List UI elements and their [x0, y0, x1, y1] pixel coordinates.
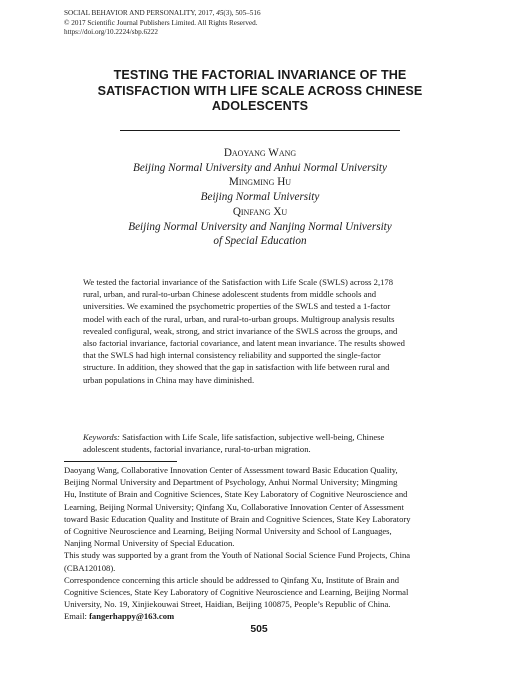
footnote-divider — [64, 461, 177, 462]
author-block — [60, 146, 460, 249]
abstract-line: universities. We examined the psychometric properties of the SWLS and tested a 1-factor — [83, 301, 391, 312]
footnote-line: This study was supported by a grant from the Youth of National Social Science Fund Projects, China — [64, 550, 411, 561]
author-name: Qinfang Xu — [232, 205, 288, 218]
title-line: TESTING THE FACTORIAL INVARIANCE OF THE — [113, 68, 407, 82]
footnote-line: Hu, Institute of Brain and Cognitive Sciences, State Key Laboratory of Cognitive Neuroscience and — [64, 489, 408, 500]
journal-name: SOCIAL BEHAVIOR AND PERSONALITY, 2017, — [64, 9, 217, 17]
article-title — [60, 68, 460, 115]
email-label: Email: — [64, 611, 90, 622]
footnote-line: (CBA120108). — [64, 562, 116, 573]
keywords-line: adolescent students, factorial invariance, rural-to-urban migration. — [83, 444, 311, 455]
author-affiliation: Beijing Normal University and Nanjing Normal University — [128, 220, 392, 233]
keywords-label: Keywords: — [83, 432, 120, 442]
footnote-line: Daoyang Wang, Collaborative Innovation Center of Assessment toward Basic Education Quality, — [64, 465, 398, 475]
author-footnotes — [64, 464, 456, 623]
author-affiliation: Beijing Normal University and Anhui Normal University — [133, 161, 387, 174]
abstract-line: We tested the factorial invariance of the Satisfaction with Life Scale (SWLS) across 2,178 — [83, 277, 394, 287]
abstract-line: that the SWLS had high internal consistency reliability and supported the single-factor — [83, 350, 381, 361]
title-divider — [120, 130, 400, 131]
footnote-line: toward Basic Education Quality and Institute of Brain and Cognitive Sciences, State Key Laboratory — [64, 513, 411, 524]
journal-volume: 45 — [216, 9, 224, 17]
keywords-line — [83, 431, 437, 443]
page-number: 505 — [250, 624, 268, 635]
doi-link[interactable]: https://doi.org/10.2224/sbp.6222 — [64, 28, 158, 36]
footnote-line: Learning, Beijing Normal University; Qinfang Xu, Collaborative Innovation Center of Assessment — [64, 501, 404, 512]
footnote-line: Nanjing Normal University of Special Education. — [64, 538, 235, 549]
author-affiliation: of Special Education — [213, 235, 307, 248]
keywords-text: Satisfaction with Life Scale, life satisfaction, subjective well-being, Chinese — [119, 432, 385, 442]
email-link[interactable]: fangerhappy@163.com — [89, 611, 175, 622]
copyright-line: © 2017 Scientific Journal Publishers Limited. All Rights Reserved. — [64, 18, 258, 27]
title-line: SATISFACTION WITH LIFE SCALE ACROSS CHINESE — [97, 83, 423, 98]
author-name: Mingming Hu — [228, 176, 292, 189]
journal-header — [64, 9, 261, 38]
footnote-line: of Cognitive Neuroscience and Learning, Beijing Normal University and School of Languages, — [64, 526, 392, 537]
email-line — [64, 610, 456, 622]
abstract-line: also factorial invariance, factorial covariance, and latent mean invariance. The results showed — [83, 338, 405, 349]
author-affiliation: Beijing Normal University — [200, 191, 320, 204]
title-line: ADOLESCENTS — [211, 99, 309, 113]
footnote-line: Correspondence concerning this article should be addressed to Qinfang Xu, Institute of Brain and — [64, 574, 400, 585]
abstract-line: structure. In addition, they showed that the gap in satisfaction with life between rural and — [83, 362, 390, 373]
abstract-line: urban populations in China may have diminished. — [83, 374, 255, 385]
abstract — [83, 276, 437, 386]
abstract-line: model with each of the rural, urban, and rural-to-urban groups. Multigroup analysis results — [83, 313, 395, 324]
abstract-line: rural, urban, and rural-to-urban Chinese adolescent students from middle schools and — [83, 289, 377, 300]
author-name: Daoyang Wang — [223, 147, 297, 159]
journal-citation — [64, 9, 261, 19]
footnote-line: Cognitive Sciences, State Key Laboratory of Cognitive Neuroscience and Learning, Beijing Normal — [64, 587, 409, 598]
abstract-line: revealed configural, weak, strong, and strict invariance of the SWLS across the groups, and — [83, 325, 398, 336]
footnote-line: University, No. 19, Xinjiekouwai Street, Haidian, Beijing 100875, People’s Republic of China. — [64, 599, 391, 610]
journal-issue-pages: (3), 505–516 — [223, 9, 261, 17]
keywords — [83, 431, 437, 455]
footnote-line: Beijing Normal University and Department of Psychology, Anhui Normal University; Mingming — [64, 477, 398, 488]
